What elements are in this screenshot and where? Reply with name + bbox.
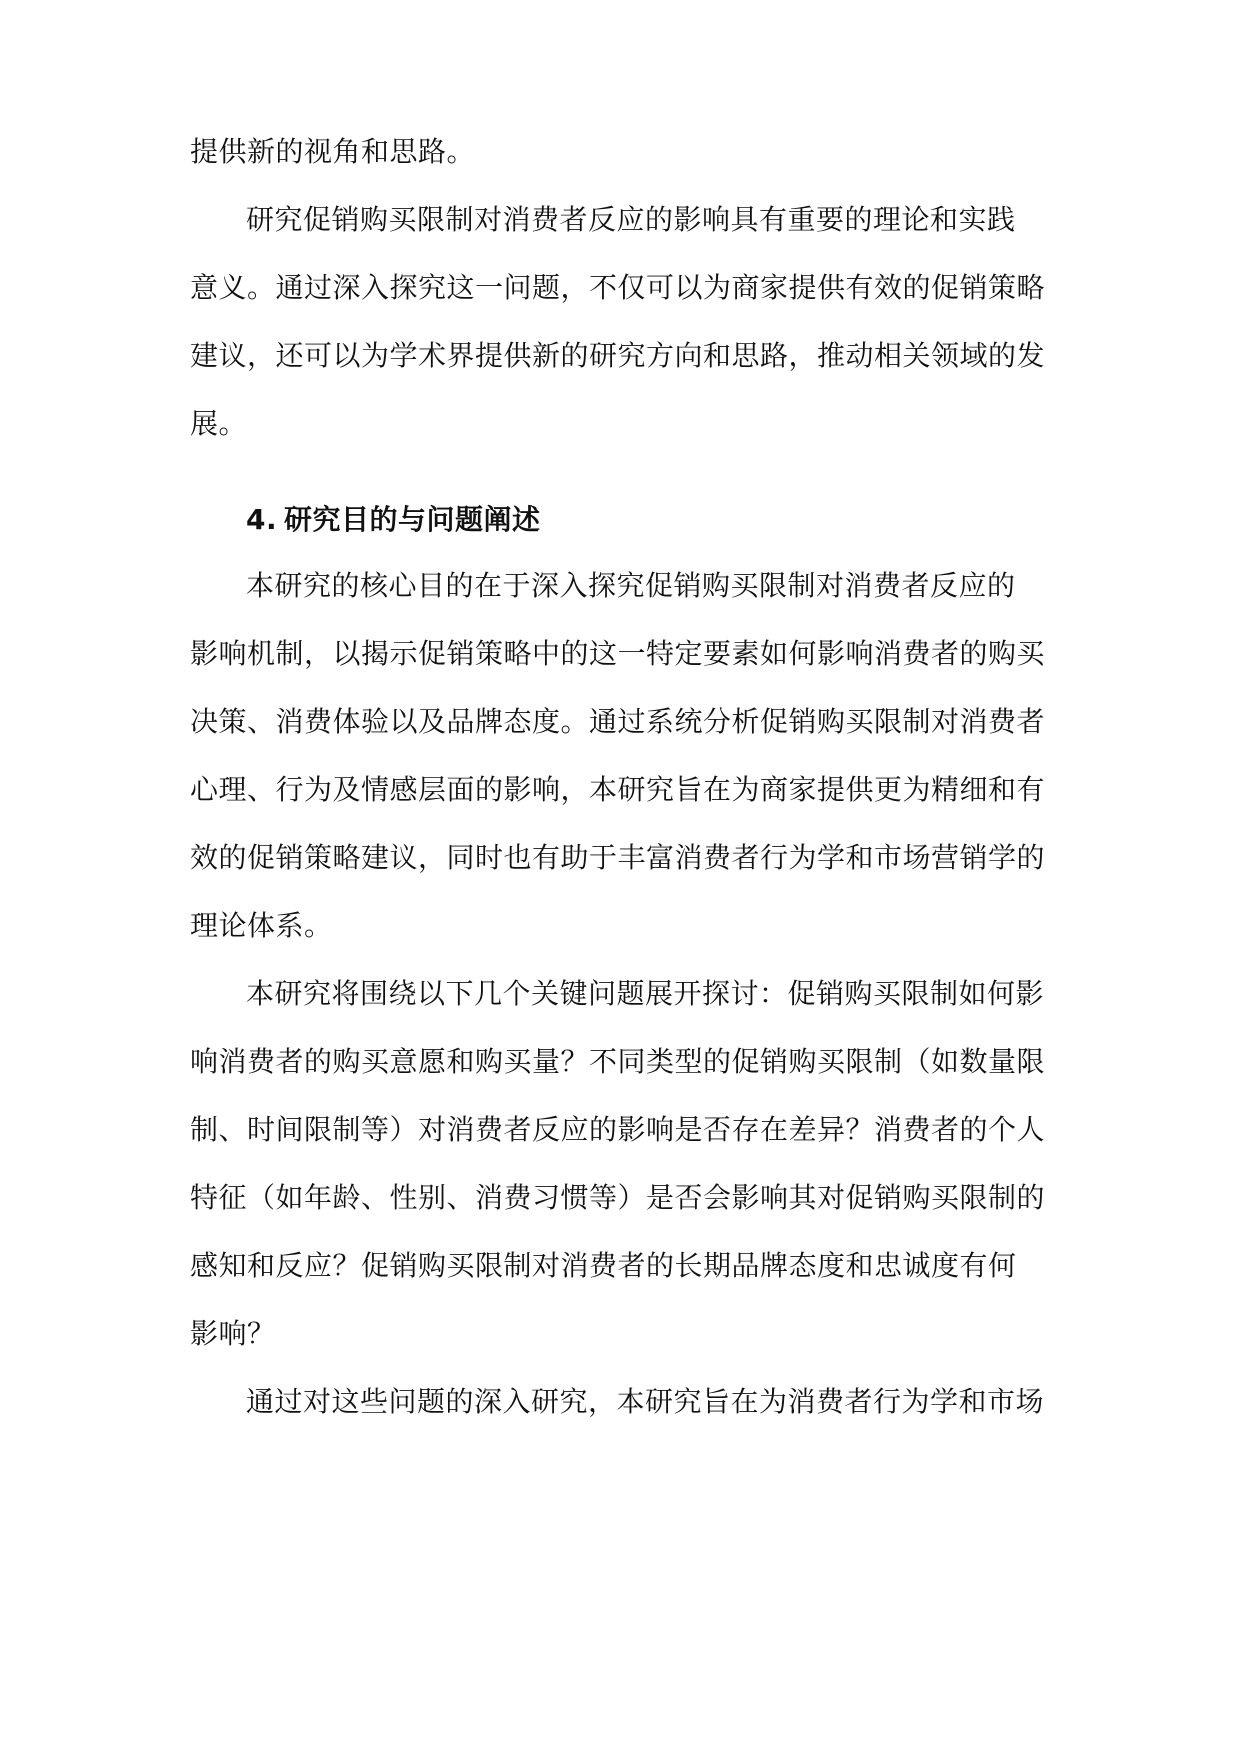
paragraph-line: 决策、消费体验以及品牌态度。通过系统分析促销购买限制对消费者 [190,705,1046,738]
section-heading [246,500,1116,540]
section-number: 4. [246,503,278,536]
paragraph-line: 研究促销购买限制对消费者反应的影响具有重要的理论和实践 [246,203,1016,236]
paragraph-line: 影响？ [190,1317,276,1350]
paragraph-line: 响消费者的购买意愿和购买量？不同类型的促销购买限制（如数量限 [190,1045,1046,1078]
paragraph-line: 理论体系。 [190,909,333,942]
paragraph-line: 展。 [190,407,248,440]
paragraph-line: 本研究的核心目的在于深入探究促销购买限制对消费者反应的 [246,569,1016,602]
paragraph-line: 提供新的视角和思路。 [190,135,476,168]
paragraph-line: 感知和反应？促销购买限制对消费者的长期品牌态度和忠诚度有何 [190,1249,1017,1282]
paragraph-line: 通过对这些问题的深入研究，本研究旨在为消费者行为学和市场 [246,1385,1045,1418]
section-title: 研究目的与问题阐述 [284,503,541,536]
paragraph-line: 影响机制，以揭示促销策略中的这一特定要素如何影响消费者的购买 [190,637,1046,670]
paragraph-line: 制、时间限制等）对消费者反应的影响是否存在差异？消费者的个人 [190,1113,1046,1146]
paragraph-line: 特征（如年龄、性别、消费习惯等）是否会影响其对促销购买限制的 [190,1181,1046,1214]
paragraph-line: 效的促销策略建议，同时也有助于丰富消费者行为学和市场营销学的 [190,841,1046,874]
paragraph-line: 意义。通过深入探究这一问题，不仅可以为商家提供有效的促销策略 [190,271,1046,304]
paragraph-line: 建议，还可以为学术界提供新的研究方向和思路，推动相关领域的发 [190,339,1046,372]
paragraph-line: 心理、行为及情感层面的影响，本研究旨在为商家提供更为精细和有 [190,773,1046,806]
paragraph-line: 本研究将围绕以下几个关键问题展开探讨：促销购买限制如何影 [246,977,1045,1010]
